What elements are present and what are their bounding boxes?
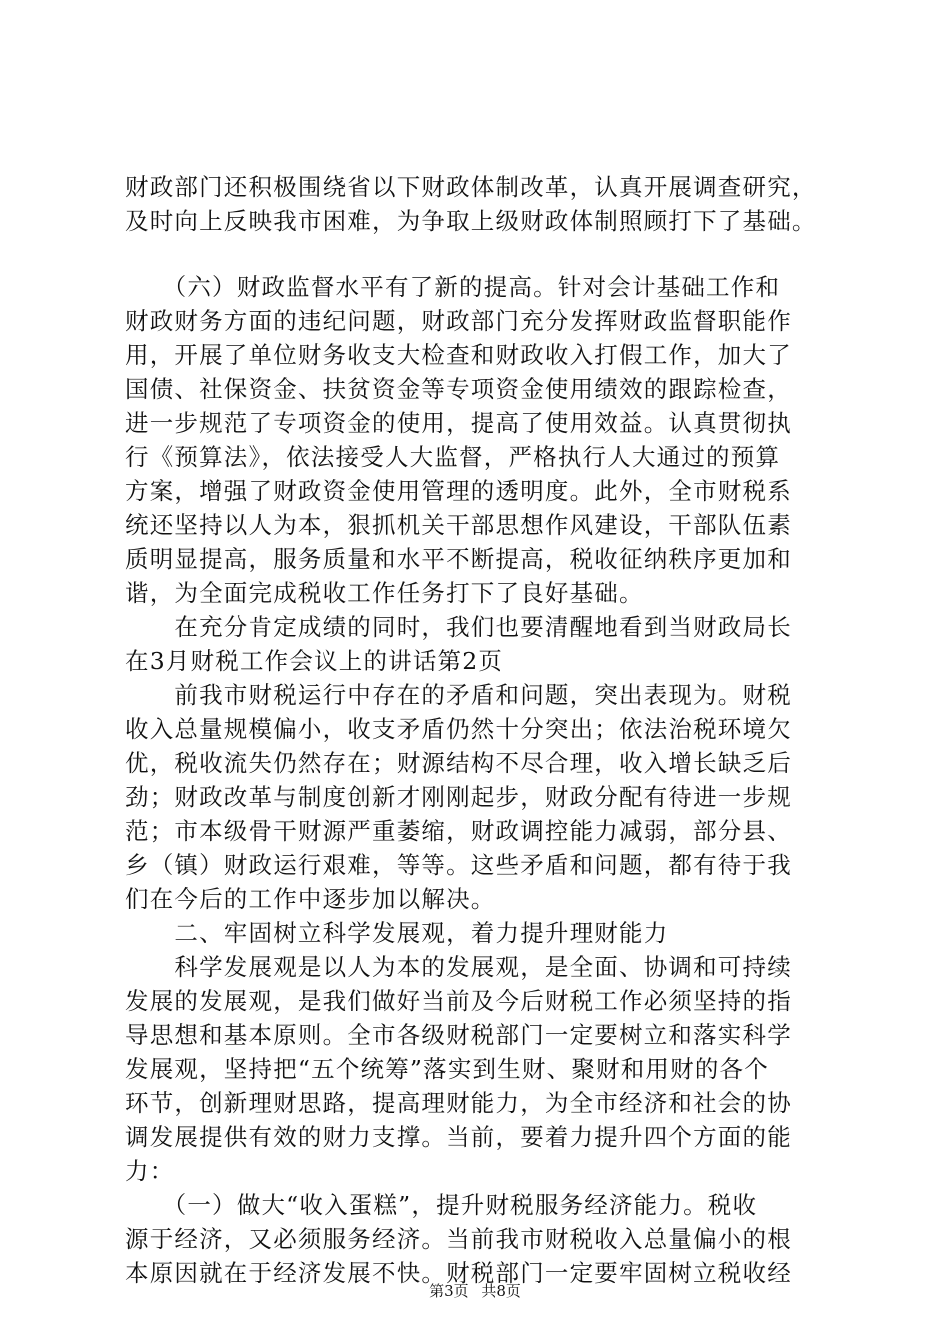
text-line: 发展的发展观，是我们做好当前及今后财税工作必须坚持的指: [125, 987, 792, 1015]
text-line: 劲；财政改革与制度创新才刚刚起步，财政分配有待进一步规: [125, 783, 792, 811]
document-body: [125, 170, 830, 1290]
text-line: 们在今后的工作中逐步加以解决。: [125, 885, 496, 913]
page-total: 共8页: [481, 1282, 521, 1300]
text-line: 收入总量规模偏小，收支矛盾仍然十分突出；依法治税环境欠: [125, 715, 792, 743]
text-line: 财政部门还积极围绕省以下财政体制改革，认真开展调查研究，: [125, 173, 817, 201]
text-line: 乡（镇）财政运行艰难，等等。这些矛盾和问题，都有待于我: [125, 851, 792, 879]
section-heading: 二、牢固树立科学发展观，着力提升理财能力: [125, 919, 669, 947]
text-line: 国债、社保资金、扶贫资金等专项资金使用绩效的跟踪检查，: [125, 375, 792, 403]
text-line: 力：: [125, 1157, 175, 1185]
text-line: 导思想和基本原则。全市各级财税部门一定要树立和落实科学: [125, 1021, 792, 1049]
text-line: 范；市本级骨干财源严重萎缩，财政调控能力减弱，部分县、: [125, 817, 792, 845]
text-line: 及时向上反映我市困难，为争取上级财政体制照顾打下了基础。: [125, 207, 817, 235]
text-line: 统还坚持以人为本，狠抓机关干部思想作风建设，干部队伍素: [125, 511, 792, 539]
text-line: 在充分肯定成绩的同时，我们也要清醒地看到当财政局长: [125, 613, 792, 641]
page-number: 第3页: [429, 1282, 469, 1300]
paragraph-block-2: [125, 270, 830, 1290]
page-footer: [0, 1280, 950, 1301]
text-line: （一）做大“收入蛋糕”，提升财税服务经济能力。税收: [125, 1191, 758, 1219]
text-line: 调发展提供有效的财力支撑。当前，要着力提升四个方面的能: [125, 1123, 792, 1151]
text-line: 谐，为全面完成税收工作任务打下了良好基础。: [125, 579, 644, 607]
text-line: 环节，创新理财思路，提高理财能力，为全市经济和社会的协: [125, 1089, 792, 1117]
text-line: 财政财务方面的违纪问题，财政部门充分发挥财政监督职能作: [125, 307, 792, 335]
text-line: 在3月财税工作会议上的讲话第2页: [125, 647, 504, 675]
text-line: 发展观，坚持把“五个统筹”落实到生财、聚财和用财的各个: [125, 1055, 769, 1083]
text-line: 前我市财税运行中存在的矛盾和问题，突出表现为。财税: [125, 681, 792, 709]
paragraph-block-1: [125, 170, 830, 238]
text-line: 行《预算法》，依法接受人大监督，严格执行人大通过的预算: [125, 443, 781, 471]
paragraph-gap: [125, 238, 830, 270]
text-line: 本原因就在于经济发展不快。财税部门一定要牢固树立税收经: [125, 1259, 792, 1287]
text-line: 用，开展了单位财务收支大检查和财政收入打假工作，加大了: [125, 341, 792, 369]
text-line: 方案，增强了财政资金使用管理的透明度。此外，全市财税系: [125, 477, 792, 505]
text-line: （六）财政监督水平有了新的提高。针对会计基础工作和: [125, 273, 781, 301]
text-line: 优，税收流失仍然存在；财源结构不尽合理，收入增长缺乏后: [125, 749, 792, 777]
text-line: 源于经济，又必须服务经济。当前我市财税收入总量偏小的根: [125, 1225, 792, 1253]
text-line: 质明显提高，服务质量和水平不断提高，税收征纳秩序更加和: [125, 545, 792, 573]
text-line: 进一步规范了专项资金的使用，提高了使用效益。认真贯彻执: [125, 409, 792, 437]
text-line: 科学发展观是以人为本的发展观，是全面、协调和可持续: [125, 953, 792, 981]
